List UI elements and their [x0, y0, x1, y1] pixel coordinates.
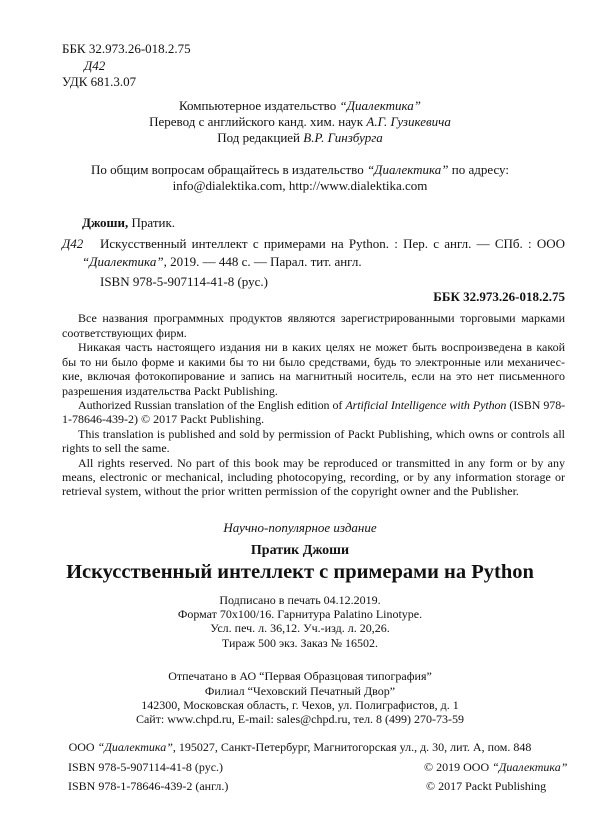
- catalog-bbk: [433, 289, 565, 305]
- genre-text: Научно-популярное издание: [223, 520, 377, 535]
- bbk-code: ББК 32.973.26-018.2.75: [62, 41, 191, 56]
- isbn-russian: ISBN 978-5-907114-41-8 (рус.): [68, 760, 224, 774]
- catalog-description: Искусственный интеллект с примерами на Python. : Пер. с англ. — СПб. : ООО: [100, 236, 565, 251]
- contact-links: info@dialektika.com, http://www.dialektika.com: [172, 178, 428, 193]
- printer-contacts: Сайт: www.chpd.ru, E-mail: sales@chpd.ru, тел. 8 (499) 270-73-59: [135, 712, 465, 726]
- author-mark-text: Д42: [84, 58, 106, 73]
- catalog-isbn: ISBN 978-5-907114-41-8 (рус.): [100, 274, 268, 289]
- catalog-author: [82, 215, 175, 231]
- genre: [0, 520, 600, 536]
- legal-p4-line: rights to sell the same.: [62, 441, 170, 455]
- legal-p5-line: means, electronic or mechanical, including photocopying, recording, or by any information storage or: [62, 470, 565, 484]
- catalog-mark-text: Д42: [62, 236, 84, 251]
- address-org: ООО: [68, 740, 95, 754]
- legal-p3-isbn: (ISBN 978-: [509, 398, 565, 412]
- legal-p4-line: This translation is published and sold by permission of Packt Publishing, which owns or controls all: [78, 427, 565, 441]
- legal-p5-line: retrieval system, without the prior written permission of the copyright owner and the Publisher.: [62, 484, 519, 498]
- catalog-publisher: “Диалектика”: [82, 254, 164, 269]
- catalog-mark: [62, 236, 83, 252]
- book-title: Искусственный интеллект с примерами на Python: [66, 561, 534, 583]
- editor-label: Под редакцией: [217, 130, 301, 145]
- legal-p2-line: кие, включая фотокопирование и запись на магнитный носитель, если на это нет письменного: [62, 369, 565, 383]
- copyright-english: © 2017 Packt Publishing: [426, 779, 547, 793]
- translator-line: [0, 114, 600, 130]
- translator-label: Перевод с английского канд. хим. наук: [149, 114, 364, 129]
- catalog-details: , 2019. — 448 с. — Парал. тит. англ.: [163, 254, 362, 269]
- legal-p3-text: Authorized Russian translation of the English edition of: [78, 398, 343, 412]
- legal-p1-line: соответствующих фирм.: [62, 326, 187, 340]
- legal-p2-line: бы то ни было форме и какими бы то ни было средствами, будь то электронные или механичес-: [62, 355, 565, 369]
- isbn-english: ISBN 978-1-78646-439-2 (англ.): [68, 779, 229, 793]
- publisher-address: [0, 739, 600, 755]
- contact-text-b: по адресу:: [451, 162, 509, 177]
- legal-p5-line: All rights reserved. No part of this book may be reproduced or transmitted in any form or by any: [78, 456, 565, 470]
- contact-text-a: По общим вопросам обращайтесь в издательство: [90, 162, 364, 177]
- sheets-info: Усл. печ. л. 36,12. Уч.-изд. л. 20,26.: [210, 621, 390, 635]
- printer-line: Отпечатано в АО “Первая Образцовая типография”: [168, 669, 432, 683]
- printer-branch: Филиал “Чеховский Печатный Двор”: [204, 684, 396, 698]
- address-text: , 195027, Санкт-Петербург, Магнитогорская ул., д. 30, лит. А, пом. 848: [172, 740, 532, 754]
- catalog-bbk-text: ББК 32.973.26-018.2.75: [433, 289, 565, 304]
- contact-publisher: “Диалектика”: [366, 162, 449, 177]
- legal-p2-line: Никакая часть настоящего издания ни в каких целях не может быть воспроизведена в какой: [78, 340, 565, 354]
- book-original-title: Artificial Intelligence with Python: [345, 398, 507, 412]
- copyright-russian: [424, 759, 567, 775]
- legal-p3-line: 1-78646-439-2) © 2017 Packt Publishing.: [62, 412, 265, 426]
- signed-date: Подписано в печать 04.12.2019.: [219, 593, 381, 607]
- publisher-text: Компьютерное издательство: [178, 98, 337, 113]
- legal-p1-line: Все названия программных продуктов являются зарегистрированными торговыми марками: [78, 311, 565, 325]
- imprint-author: Пратик Джоши: [250, 543, 350, 558]
- contact-line: [0, 162, 600, 178]
- author-name: Пратик.: [131, 215, 176, 230]
- catalog-description-2: [82, 254, 362, 270]
- format-info: Формат 70x100/16. Гарнитура Palatino Linotype.: [177, 607, 423, 621]
- printer-address: 142300, Московская область, г. Чехов, ул. Полиграфистов, д. 1: [141, 698, 459, 712]
- editor-line: [0, 130, 600, 146]
- print-run: Тираж 500 экз. Заказ № 16502.: [221, 636, 379, 650]
- copyright-ru-publisher: “Диалектика”: [492, 760, 568, 774]
- copyright-ru-text: © 2019 ООО: [424, 760, 490, 774]
- publisher-line: [0, 98, 600, 114]
- address-publisher: “Диалектика”: [97, 740, 173, 754]
- editor-name: В.Р. Гинзбурга: [303, 130, 383, 145]
- author-mark: [84, 58, 105, 74]
- publisher-name: “Диалектика”: [339, 98, 422, 113]
- translator-name: А.Г. Гузикевича: [366, 114, 451, 129]
- legal-p2-line: разрешения издательства Packt Publishing.: [62, 384, 278, 398]
- author-surname: Джоши,: [82, 215, 129, 230]
- udk-code: УДК 681.3.07: [62, 74, 137, 89]
